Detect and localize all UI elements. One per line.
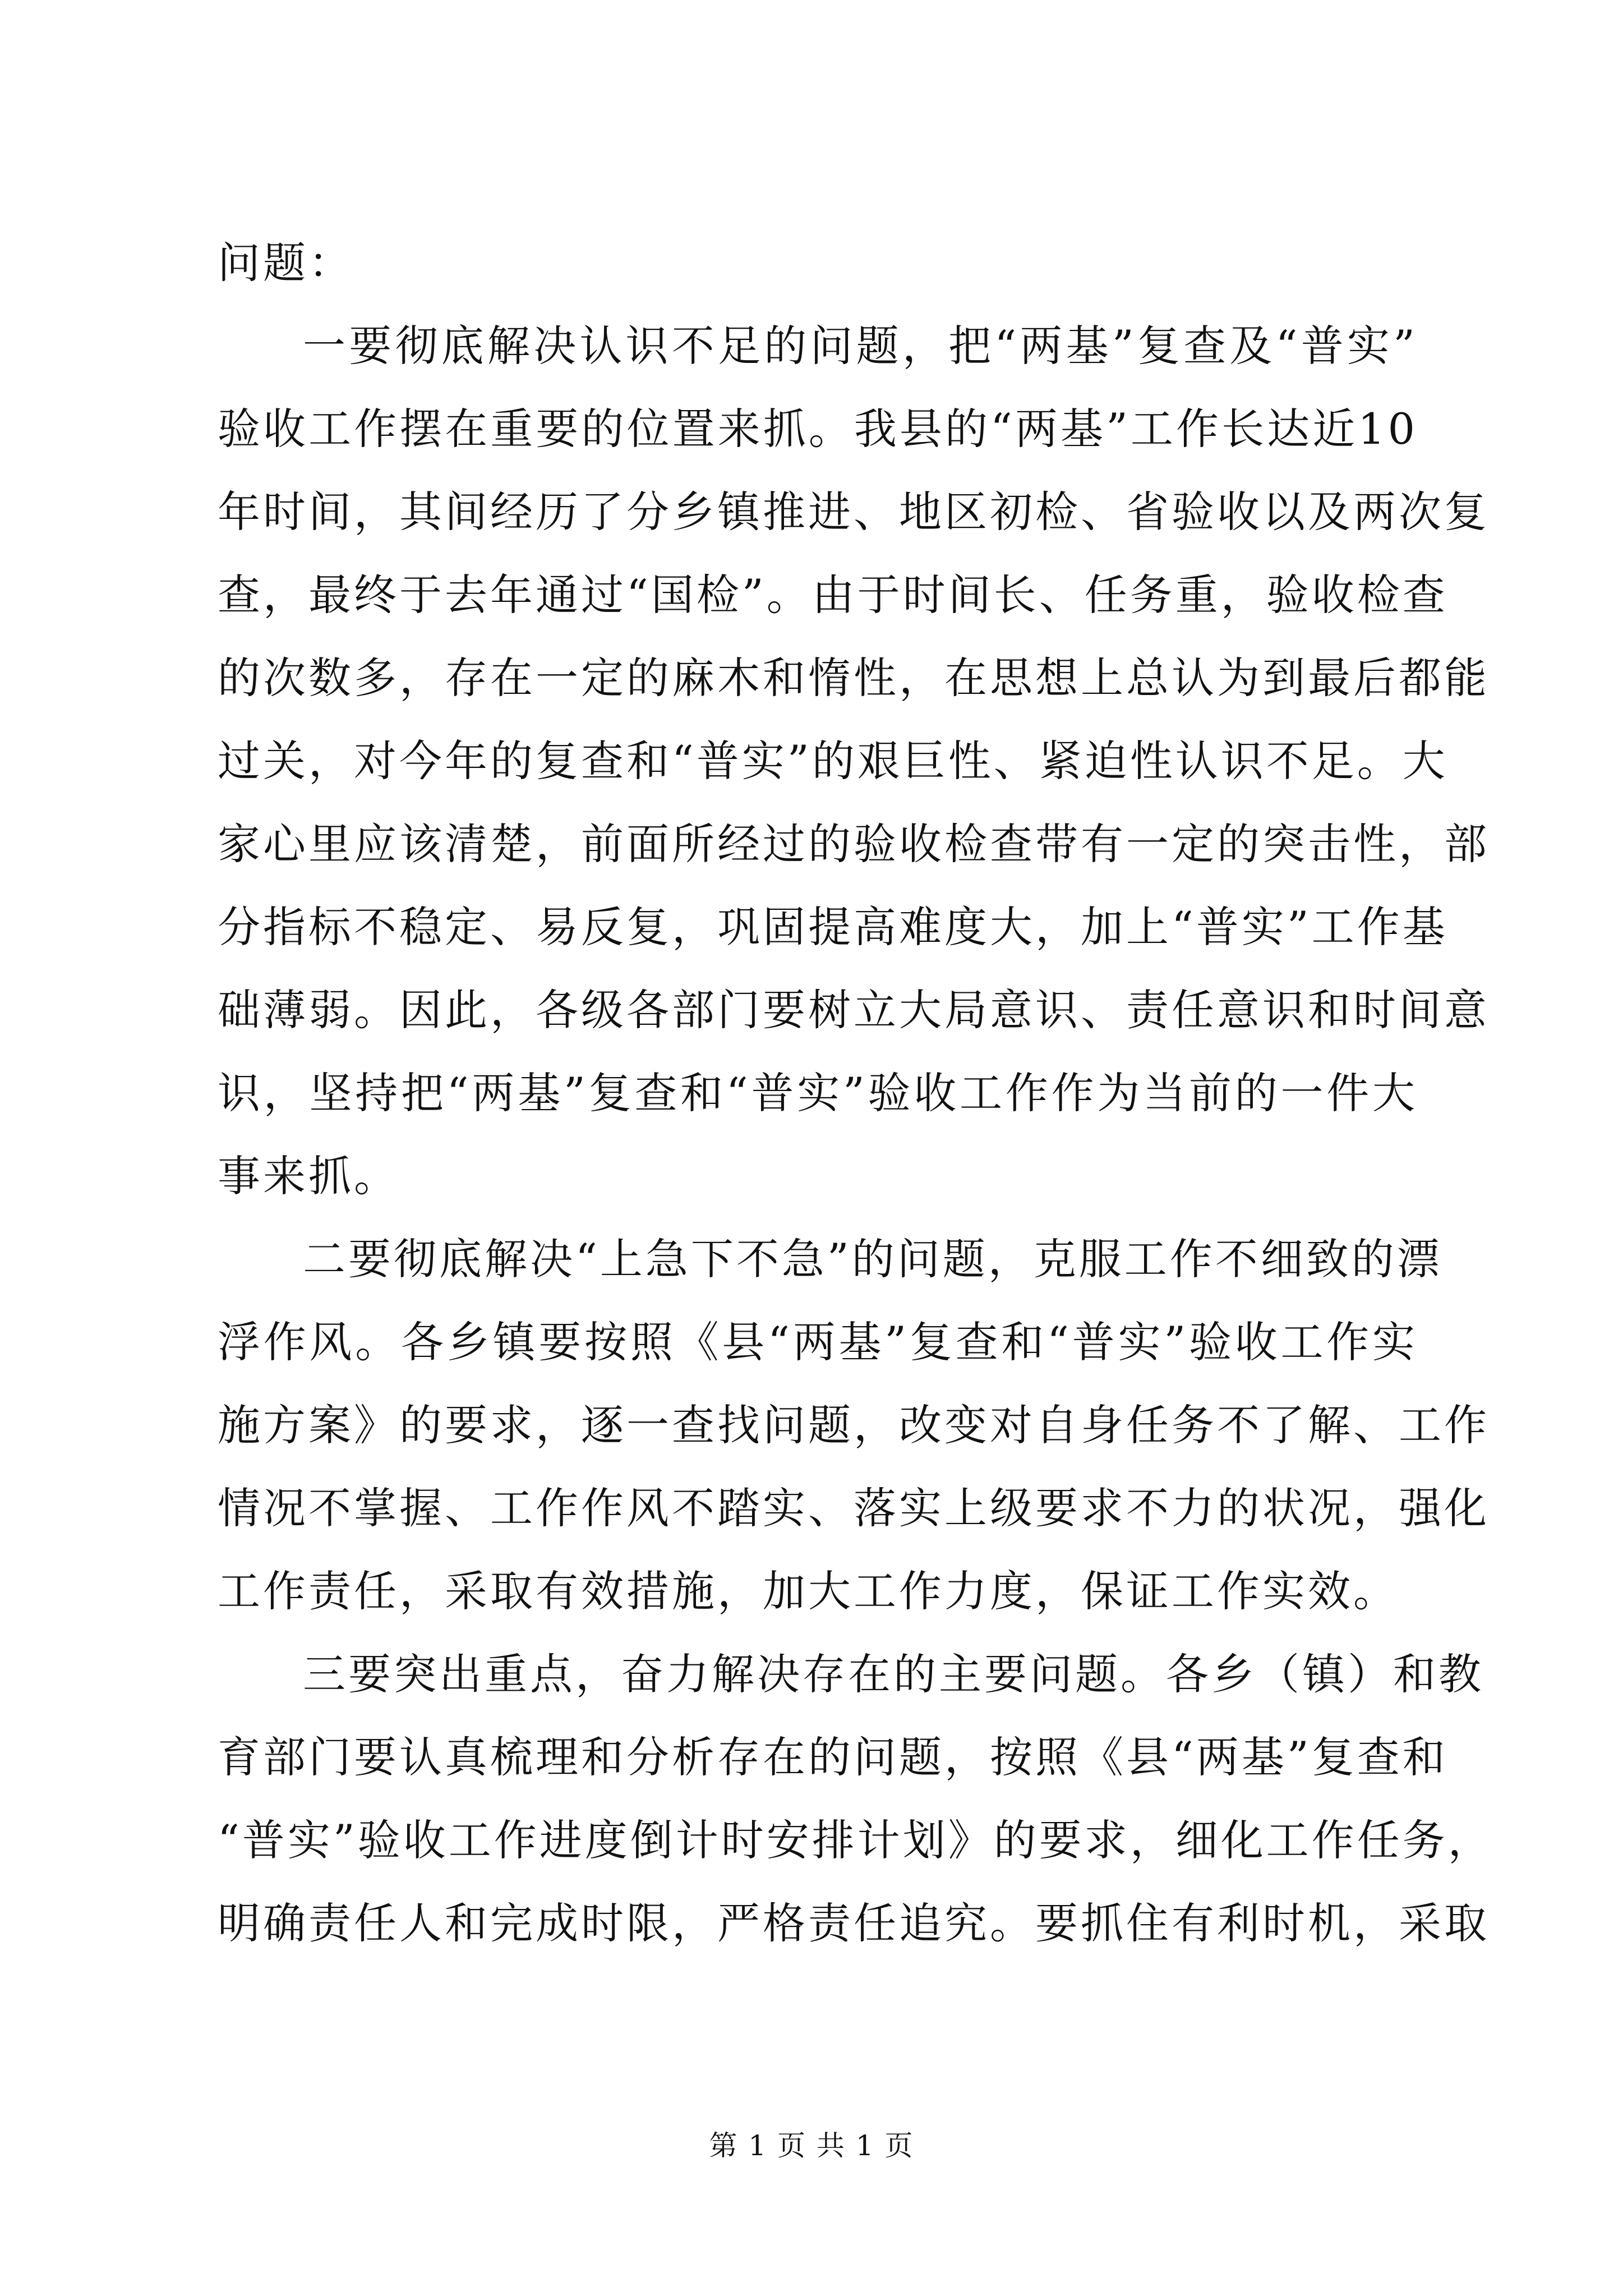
text-line: 查，最终于去年通过“国检”。由于时间长、任务重，验收检查 [218, 570, 1448, 620]
text-line: 明确责任人和完成时限，严格责任追究。要抓住有利时机，采取 [218, 1898, 1490, 1948]
paragraph-1-line: 一要彻底解决认识不足的问题，把“两基”复查及“普实” [303, 321, 1418, 371]
text-line: “普实”验收工作进度倒计时安排计划》的要求，细化工作任务， [218, 1815, 1493, 1865]
document-body [218, 222, 1493, 1965]
text-line: 的次数多，存在一定的麻木和惰性，在思想上总认为到最后都能 [218, 653, 1490, 703]
text-line: 施方案》的要求，逐一查找问题，改变对自身任务不了解、工作 [218, 1400, 1490, 1450]
text-line: 情况不掌握、工作作风不踏实、落实上级要求不力的状况，强化 [218, 1483, 1490, 1533]
text-line: 验收工作摆在重要的位置来抓。我县的“两基”工作长达近10 [218, 404, 1418, 454]
text-line: 年时间，其间经历了分乡镇推进、地区初检、省验收以及两次复 [218, 487, 1490, 537]
text-line: 家心里应该清楚，前面所经过的验收检查带有一定的突击性，部 [218, 819, 1490, 869]
text-line: 分指标不稳定、易反复，巩固提高难度大，加上“普实”工作基 [218, 902, 1448, 952]
text-line: 识，坚持把“两基”复查和“普实”验收工作作为当前的一件大 [218, 1068, 1418, 1118]
text-line: 工作责任，采取有效措施，加大工作力度，保证工作实效。 [218, 1566, 1399, 1616]
text-line: 过关，对今年的复查和“普实”的艰巨性、紧迫性认识不足。大 [218, 736, 1448, 786]
paragraph-2-line: 二要彻底解决“上急下不急”的问题，克服工作不细致的漂 [303, 1234, 1442, 1284]
text-line: 育部门要认真梳理和分析存在的问题，按照《县“两基”复查和 [218, 1732, 1448, 1782]
paragraph-3-line: 三要突出重点，奋力解决存在的主要问题。各乡（镇）和教 [303, 1649, 1484, 1699]
text-line: 浮作风。各乡镇要按照《县“两基”复查和“普实”验收工作实 [218, 1317, 1418, 1367]
page-footer: 第 1 页 共 1 页 [709, 2129, 914, 2162]
text-line: 事来抓。 [218, 1151, 399, 1201]
text-line: 础薄弱。因此，各级各部门要树立大局意识、责任意识和时间意 [218, 985, 1490, 1035]
text-line: 问题： [218, 238, 354, 288]
